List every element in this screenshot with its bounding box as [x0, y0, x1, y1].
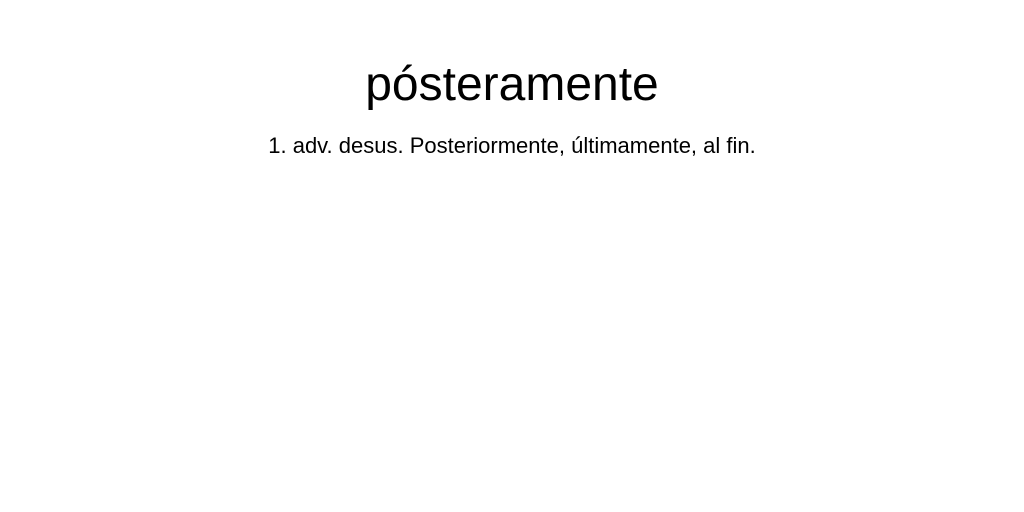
headword: pósteramente: [365, 58, 659, 111]
definition-1: 1. adv. desus. Posteriormente, últimamente, al fin.: [268, 133, 756, 158]
